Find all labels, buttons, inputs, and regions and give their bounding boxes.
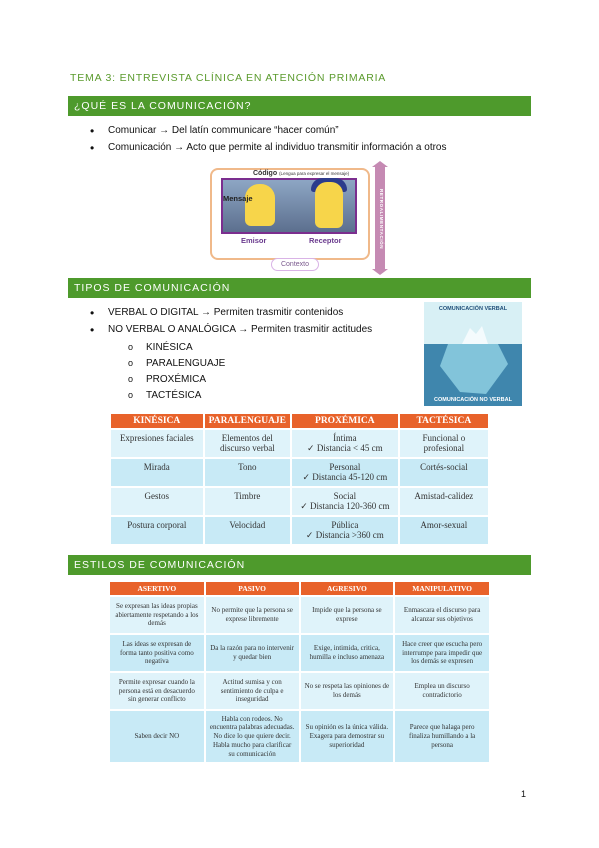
table-cell: Tono xyxy=(204,458,291,487)
feedback-label: RETROALIMENTACIÓN xyxy=(379,188,384,250)
table-row xyxy=(111,487,488,516)
table-row xyxy=(111,516,488,544)
table-row xyxy=(111,458,488,487)
table-cell: Íntima ✓ Distancia < 45 cm xyxy=(291,429,399,458)
table-header-row xyxy=(110,582,489,596)
table-cell: Amistad-calidez xyxy=(399,487,488,516)
document-title: TEMA 3: ENTREVISTA CLÍNICA EN ATENCIÓN PRIMARIA xyxy=(70,72,387,84)
column-header: AGRESIVO xyxy=(300,582,395,596)
section-heading-types: TIPOS DE COMUNICACIÓN xyxy=(68,278,531,298)
table-cell: Exige, intimida, critica, humilla e incluso amenaza xyxy=(300,634,395,672)
column-header: TACTÉSICA xyxy=(399,414,488,429)
table-row xyxy=(110,634,489,672)
table-cell: Pública ✓ Distancia >360 cm xyxy=(291,516,399,544)
column-header: KINÉSICA xyxy=(111,414,204,429)
subbullet-item: o PARALENGUAJE xyxy=(128,358,225,369)
column-header: ASERTIVO xyxy=(110,582,205,596)
table-cell: Actitud sumisa y con sentimiento de culpa e inseguridad xyxy=(205,672,300,710)
diagram-label-emisor: Emisor xyxy=(241,236,267,245)
table-row xyxy=(111,429,488,458)
column-header: PARALENGUAJE xyxy=(204,414,291,429)
table-cell: Enmascara el discurso para alcanzar sus objetivos xyxy=(394,596,489,634)
table-cell: Postura corporal xyxy=(111,516,204,544)
diagram-label-contexto: Contexto xyxy=(271,258,319,271)
table-cell: Las ideas se expresan de forma tanto positiva como negativa xyxy=(110,634,205,672)
subbullet-item: o PROXÉMICA xyxy=(128,374,225,385)
subbullet-item: o KINÉSICA xyxy=(128,342,225,353)
table-cell: Elementos del discurso verbal xyxy=(204,429,291,458)
bullet-item: • NO VERBAL O ANALÓGICA → Permiten trasmitir actitudes xyxy=(90,324,372,335)
types-bullets xyxy=(90,307,372,341)
receptor-figure xyxy=(315,182,343,228)
column-header: MANIPULATIVO xyxy=(394,582,489,596)
iceberg-top-label: COMUNICACIÓN VERBAL xyxy=(438,306,508,312)
table-cell: Permite expresar cuando la persona está en desacuerdo sin generar conflicto xyxy=(110,672,205,710)
table-cell: Mirada xyxy=(111,458,204,487)
table-cell: Social ✓ Distancia 120-360 cm xyxy=(291,487,399,516)
subbullet-item: o TACTÉSICA xyxy=(128,390,225,401)
table-cell: Personal ✓ Distancia 45-120 cm xyxy=(291,458,399,487)
emitter-figure xyxy=(245,184,275,226)
diagram-label-mensaje: Mensaje xyxy=(223,194,253,203)
bullet-item: • Comunicar → Del latín communicare “hacer común” xyxy=(90,125,447,136)
table-header-row xyxy=(111,414,488,429)
table-row xyxy=(110,672,489,710)
nonverbal-subbullets xyxy=(128,342,225,406)
table-cell: Su opinión es la única válida. Exagera para demostrar su superioridad xyxy=(300,710,395,762)
table-row xyxy=(110,596,489,634)
iceberg-icon xyxy=(424,302,522,406)
table-row xyxy=(110,710,489,762)
table-cell: No permite que la persona se exprese libremente xyxy=(205,596,300,634)
iceberg-bottom-label: COMUNICACIÓN NO VERBAL xyxy=(434,397,512,403)
iceberg-image xyxy=(424,302,522,406)
table-cell: Funcional o profesional xyxy=(399,429,488,458)
bullet-item: • Comunicación → Acto que permite al individuo transmitir información a otros xyxy=(90,142,447,153)
table-cell: Da la razón para no intervenir y quedar bien xyxy=(205,634,300,672)
communication-diagram xyxy=(207,166,391,272)
diagram-label-codigo: Código (Lengua para expresar el mensaje) xyxy=(253,170,350,177)
bullet-item: • VERBAL O DIGITAL → Permiten trasmitir contenidos xyxy=(90,307,372,318)
table-cell: Hace creer que escucha pero interrumpe para impedir que los demás se expresen xyxy=(394,634,489,672)
section-heading-communication: ¿QUÉ ES LA COMUNICACIÓN? xyxy=(68,96,531,116)
nonverbal-types-table xyxy=(111,414,488,544)
table-cell: Amor-sexual xyxy=(399,516,488,544)
table-cell: Gestos xyxy=(111,487,204,516)
table-cell: Timbre xyxy=(204,487,291,516)
section-heading-styles: ESTILOS DE COMUNICACIÓN xyxy=(68,555,531,575)
table-cell: Se expresan las ideas propias abiertamente respetando a los demás xyxy=(110,596,205,634)
table-cell: Expresiones faciales xyxy=(111,429,204,458)
column-header: PASIVO xyxy=(205,582,300,596)
diagram-illustration xyxy=(221,178,357,234)
table-cell: Emplea un discurso contradictorio xyxy=(394,672,489,710)
communication-bullets xyxy=(90,125,447,159)
diagram-label-receptor: Receptor xyxy=(309,236,342,245)
table-cell: Saben decir NO xyxy=(110,710,205,762)
table-cell: Velocidad xyxy=(204,516,291,544)
table-cell: Cortés-social xyxy=(399,458,488,487)
communication-styles-table xyxy=(110,582,489,762)
table-cell: Parece que halaga pero finaliza humillando a la persona xyxy=(394,710,489,762)
table-cell: No se respeta las opiniones de los demás xyxy=(300,672,395,710)
page-number: 1 xyxy=(521,789,527,799)
table-cell: Impide que la persona se exprese xyxy=(300,596,395,634)
table-cell: Habla con rodeos. No encuentra palabras adecuadas. No dice lo que quiere decir. Habla mucho para clarificar su comunicación xyxy=(205,710,300,762)
column-header: PROXÉMICA xyxy=(291,414,399,429)
